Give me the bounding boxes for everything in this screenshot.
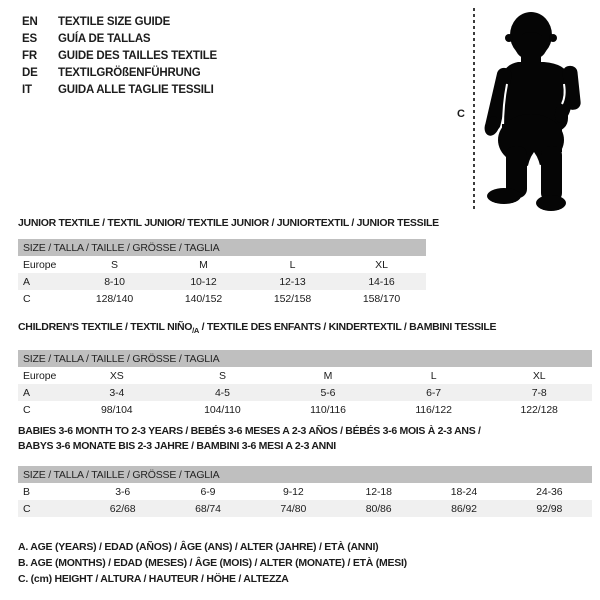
row-label-cell: B: [23, 485, 30, 498]
size-value-cell: 18-24: [450, 485, 478, 498]
language-title: GUÍA DE TALLAS: [58, 32, 151, 45]
measurement-legend: [18, 539, 407, 587]
language-row: [22, 47, 217, 64]
size-value-cell: 12-13: [279, 275, 306, 288]
legend-line: A. AGE (YEARS) / EDAD (AÑOS) / ÂGE (ANS) / ALTER (JAHRE) / ETÀ (ANNI): [18, 541, 379, 553]
size-value-cell: 8-10: [104, 275, 125, 288]
language-code: FR: [22, 49, 37, 62]
table-title-line: [18, 320, 592, 338]
size-value-cell: 12-18: [365, 485, 392, 498]
baby-silhouette-icon: [478, 8, 582, 214]
size-header-row: [18, 466, 592, 483]
size-value-cell: XL: [375, 258, 388, 271]
table-title-text: / TEXTILE DES ENFANTS / KINDERTEXTIL / BAMBINI TESSILE: [199, 321, 497, 333]
row-label-cell: C: [23, 292, 31, 305]
row-label-cell: A: [23, 275, 30, 288]
height-measure-label: C: [457, 108, 465, 120]
size-value-cell: 122/128: [520, 403, 558, 416]
size-value-cell: 3-4: [109, 386, 125, 399]
size-value-cell: 3-6: [115, 485, 131, 498]
row-label-cell: A: [23, 386, 30, 399]
size-value-cell: 104/110: [204, 403, 241, 416]
size-value-cell: 62/68: [109, 502, 136, 515]
size-value-cell: 116/122: [415, 403, 452, 416]
size-value-cell: 98/104: [101, 403, 133, 416]
size-table-row: [18, 483, 592, 500]
size-header-cell: SIZE / TALLA / TAILLE / GRÖSSE / TAGLIA: [18, 239, 426, 256]
size-value-cell: S: [218, 369, 226, 382]
size-table-row: [18, 290, 426, 307]
size-table-row: [18, 256, 426, 273]
size-value-cell: 128/140: [95, 292, 134, 305]
row-label-cell: Europe: [23, 258, 57, 271]
language-row: [22, 30, 217, 47]
size-header-cell: SIZE / TALLA / TAILLE / GRÖSSE / TAGLIA: [18, 350, 592, 367]
table-title: [18, 216, 448, 231]
size-value-cell: 152/158: [273, 292, 312, 305]
size-value-cell: L: [289, 258, 296, 271]
language-title-list: [22, 13, 217, 98]
size-table: [18, 466, 592, 517]
size-value-cell: 80/86: [365, 502, 392, 515]
size-value-cell: 86/92: [451, 502, 477, 515]
language-title: GUIDE DES TAILLES TEXTILE: [58, 49, 217, 62]
size-value-cell: 92/98: [536, 502, 563, 515]
size-value-cell: XS: [109, 369, 124, 382]
size-table-row: [18, 273, 426, 290]
size-value-cell: 24-36: [536, 485, 563, 498]
size-table-row: [18, 500, 592, 517]
language-title: GUIDA ALLE TAGLIE TESSILI: [58, 83, 214, 96]
language-title: TEXTILE SIZE GUIDE: [58, 15, 171, 28]
table-title-line: [18, 424, 592, 439]
size-value-cell: 14-16: [368, 275, 395, 288]
row-label-cell: C: [23, 403, 31, 416]
size-value-cell: 10-12: [190, 275, 217, 288]
language-code: DE: [22, 66, 38, 79]
section-childrens-textile: [18, 320, 592, 418]
section-babies-textile: [18, 424, 592, 517]
size-table-row: [18, 401, 592, 418]
row-label-cell: C: [23, 502, 31, 515]
language-code: IT: [22, 83, 32, 96]
table-title-text: /A: [192, 326, 200, 336]
row-label-cell: Europe: [23, 369, 57, 382]
size-table-row: [18, 367, 592, 384]
size-value-cell: 4-5: [214, 386, 230, 399]
language-code: EN: [22, 15, 38, 28]
size-value-cell: 5-6: [320, 386, 336, 399]
table-title-text: BABYS 3-6 MONATE BIS 2-3 JAHRE / BAMBINI 3-6 MESI A 2-3 ANNI: [18, 440, 336, 452]
size-table-row: [18, 384, 592, 401]
size-value-cell: 74/80: [280, 502, 307, 515]
size-header-cell: SIZE / TALLA / TAILLE / GRÖSSE / TAGLIA: [18, 466, 592, 483]
language-row: [22, 81, 217, 98]
size-value-cell: 158/170: [362, 292, 401, 305]
size-value-cell: 6-9: [200, 485, 216, 498]
table-title-line: [18, 216, 448, 231]
size-value-cell: 110/116: [310, 403, 346, 416]
language-title: TEXTILGRÖßENFÜHRUNG: [58, 66, 201, 79]
legend-line: C. (cm) HEIGHT / ALTURA / HAUTEUR / HÖHE / ALTEZZA: [18, 573, 289, 585]
size-value-cell: 9-12: [283, 485, 304, 498]
legend-line: B. AGE (MONTHS) / EDAD (MESES) / ÂGE (MOIS) / ALTER (MONATE) / ETÀ (MESI): [18, 557, 407, 569]
table-title-text: CHILDREN'S TEXTILE / TEXTIL NIÑO: [18, 321, 193, 333]
section-junior-textile: [18, 216, 448, 307]
size-value-cell: M: [199, 258, 208, 271]
table-title: [18, 320, 592, 338]
size-value-cell: 140/152: [184, 292, 223, 305]
size-value-cell: L: [430, 369, 437, 382]
size-header-row: [18, 239, 426, 256]
table-title: [18, 424, 592, 454]
size-table: [18, 350, 592, 418]
size-value-cell: 6-7: [426, 386, 442, 399]
language-row: [22, 13, 217, 30]
size-table: [18, 239, 426, 307]
table-title-text: BABIES 3-6 MONTH TO 2-3 YEARS / BEBÉS 3-6 MESES A 2-3 AÑOS / BÉBÉS 3-6 MOIS À 2-3 ANS /: [18, 425, 481, 437]
size-value-cell: 68/74: [195, 502, 221, 515]
height-measure-dashed-line: [473, 8, 475, 210]
size-header-row: [18, 350, 592, 367]
size-value-cell: XL: [532, 369, 546, 382]
table-title-line: [18, 439, 592, 454]
language-code: ES: [22, 32, 37, 45]
baby-height-figure: [455, 6, 600, 214]
table-title-text: JUNIOR TEXTILE / TEXTIL JUNIOR/ TEXTILE JUNIOR / JUNIORTEXTIL / JUNIOR TESSILE: [18, 217, 439, 229]
size-value-cell: 7-8: [531, 386, 547, 399]
size-value-cell: S: [111, 258, 118, 271]
size-value-cell: M: [323, 369, 333, 382]
language-row: [22, 64, 217, 81]
